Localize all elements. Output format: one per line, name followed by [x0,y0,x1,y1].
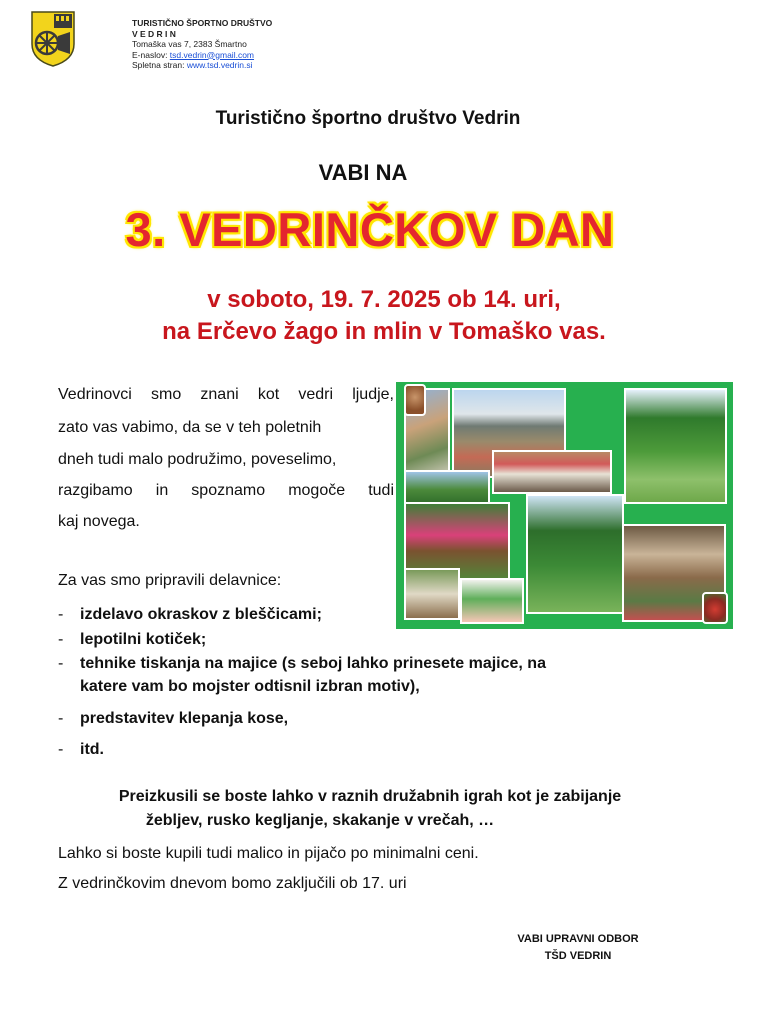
org-email-row [132,50,272,61]
workshop-item-continued [58,678,420,696]
intro-line-3: dneh tudi malo podružimo, poveselimo, [58,451,337,468]
society-crest-logo [30,10,76,68]
intro-line-4: razgibamo in spoznamo mogoče tudi [58,482,394,499]
workshop-item: - itd. [58,741,104,758]
org-name: TURISTIČNO ŠPORTNO DRUŠTVO [132,18,273,28]
intro-line-5: kaj novega. [58,513,140,530]
collage-photo-trees [404,470,490,506]
workshop-item-text: predstavitev klepanja kose, [80,710,289,727]
email-link[interactable]: tsd.vedrin@gmail.com [169,49,255,60]
collage-photo-crafts [460,578,524,624]
org-address: Tomaška vas 7, 2383 Šmartno [132,39,247,49]
intro-line-1: Vedrinovci smo znani kot vedri ljudje, [58,386,394,403]
workshop-item-text: tehnike tiskanja na majice (s seboj lahko prinesete majice, na [80,655,546,672]
collage-photo-strawberry [702,592,728,624]
signoff-board: VABI UPRAVNI ODBOR [517,933,639,945]
event-place-line: na Erčevo žago in mlin v Tomaško vas. [162,318,606,345]
games-text-line-1: Preizkusili se boste lahko v raznih družabnih igrah kot je zabijanje [118,788,622,805]
event-title: 3. VEDRINČKOV DAN [125,203,615,256]
event-date-line: v soboto, 19. 7. 2025 ob 14. uri, [207,286,561,313]
workshop-item: - predstavitev klepanja kose, [58,710,289,727]
society-heading: Turistično športno društvo Vedrin [215,108,521,129]
collage-photo-crowd [492,450,612,494]
invites-to-label: VABI NA [318,160,408,185]
food-info-text: Lahko si boste kupili tudi malico in pijačo po minimalni ceni. [58,845,479,862]
signoff-society: TŠD VEDRIN [544,950,612,962]
event-photo-collage [396,382,733,629]
org-web-row [132,60,272,71]
email-label: E-naslov: [132,49,170,60]
workshop-item: - tehnike tiskanja na majice (s seboj lahko prinesete majice, na [58,655,546,672]
web-link[interactable]: www.tsd.vedrin.si [186,60,253,70]
games-text-line-2: žebljev, rusko kegljanje, skakanje v vrečah, … [145,812,495,829]
web-label: Spletna stran: [132,60,187,70]
org-short-name: V E D R I N [132,28,176,39]
workshop-item-text: izdelavo okraskov z bleščicami; [80,606,322,623]
workshop-item-text: itd. [80,741,104,758]
collage-photo-forest [526,494,624,614]
collage-photo-basket [404,384,426,416]
workshop-item: - izdelavo okraskov z bleščicami; [58,606,322,623]
collage-photo-meadow [624,388,727,504]
workshop-item-text: katere vam bo mojster odtisnil izbran motiv), [80,678,420,695]
collage-photo-sign [404,568,460,620]
organization-contact-block [132,18,272,71]
closing-time-text: Z vedrinčkovim dnevom bomo zaključili ob 17. uri [58,875,407,892]
workshops-title: Za vas smo pripravili delavnice: [58,572,282,589]
workshop-item-text: lepotilni kotiček; [80,631,207,648]
intro-line-2: zato vas vabimo, da se v teh poletnih [58,419,322,436]
workshop-item: - lepotilni kotiček; [58,631,207,648]
